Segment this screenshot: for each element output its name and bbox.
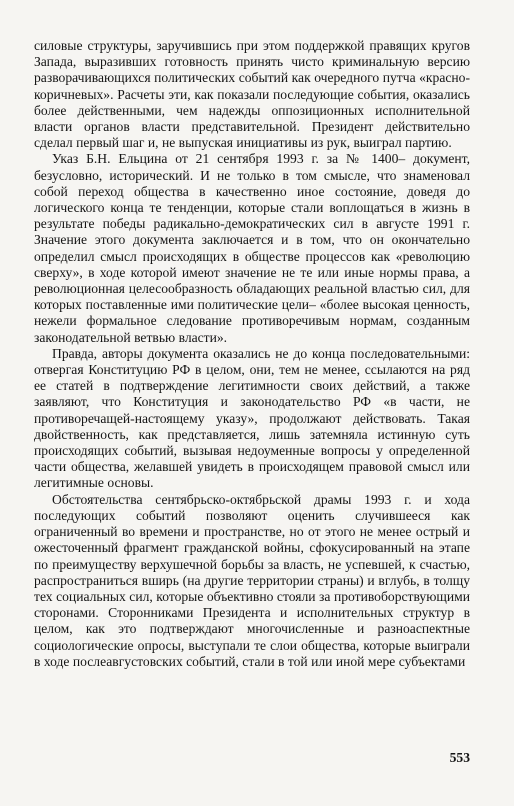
page-number: 553 (449, 750, 470, 765)
body-text (34, 38, 470, 670)
paragraph-4: Обстоятельства сентябрьско-октябрьской драмы 1993 г. и хода последующих событий позволяют оценить случившееся как ограниченный во времени и пространстве, но от этого не менее острый и ожесточенный фрагмент гражданской войны, сфокусированный на этапе по преимуществу верхушечной борьбы за власть, не успевшей, к счастью, распространиться вширь (на другие территории страны) и вглубь, в толщу тех социальных сил, которые объективно стояли за противоборствующими сторонами. Сторонниками Президента и исполнительных структур в целом, как это подтверждают многочисленные и разноаспектные социологические опросы, выступали те слои общества, которые выиграли в ходе послеавгустовских событий, стали в той или иной мере субъектами (34, 491, 470, 669)
paragraph-3: Правда, авторы документа оказались не до конца последовательными: отвергая Конституцию РФ в целом, они, тем не менее, ссылаются на ряд ее статей в подтверждение легитимности своих действий, а также заявляют, что Конституция и законодательство РФ «в части, не противоречащей-настоящему указу», продолжают действовать. Такая двойственность, как представляется, лишь затемняла истинную суть происходящих событий, вызывая недоуменные вопросы у определенной части общества, желавшей увидеть в происходящем правовой смысл или легитимные основы. (34, 345, 470, 491)
paragraph-1: силовые структуры, заручившись при этом поддержкой правящих кругов Запада, выразивших готовность принять чисто криминальную версию разворачивающихся политических событий как очередного путча «красно-коричневых». Расчеты эти, как показали последующие события, оказались более действенными, чем надежды оппозиционных исполнительной власти органов власти представительной. Президент действительно сделал первый шаг и, не выпуская инициативы из рук, выиграл партию. (34, 38, 470, 151)
paragraph-2: Указ Б.Н. Ельцина от 21 сентября 1993 г. за № 1400– документ, безусловно, исторический. И не только в том смысле, что знаменовал собой переход общества в качественно иное состояние, доведя до логического конца те тенденции, которые стали воплощаться в жизнь в результате победы радикально-демократических сил в августе 1991 г. Значение этого документа заключается и в том, что он окончательно определил смысл происходящих в обществе процессов как «революцию сверху», в ходе которой имеют значение не те или иные нормы права, а революционная целесообразность обладающих реальной властью сил, для которых поставленные ими политические цели– «более высокая ценность, нежели формальное следование противоречивым нормам, созданным законодательной ветвью власти». (34, 151, 470, 345)
